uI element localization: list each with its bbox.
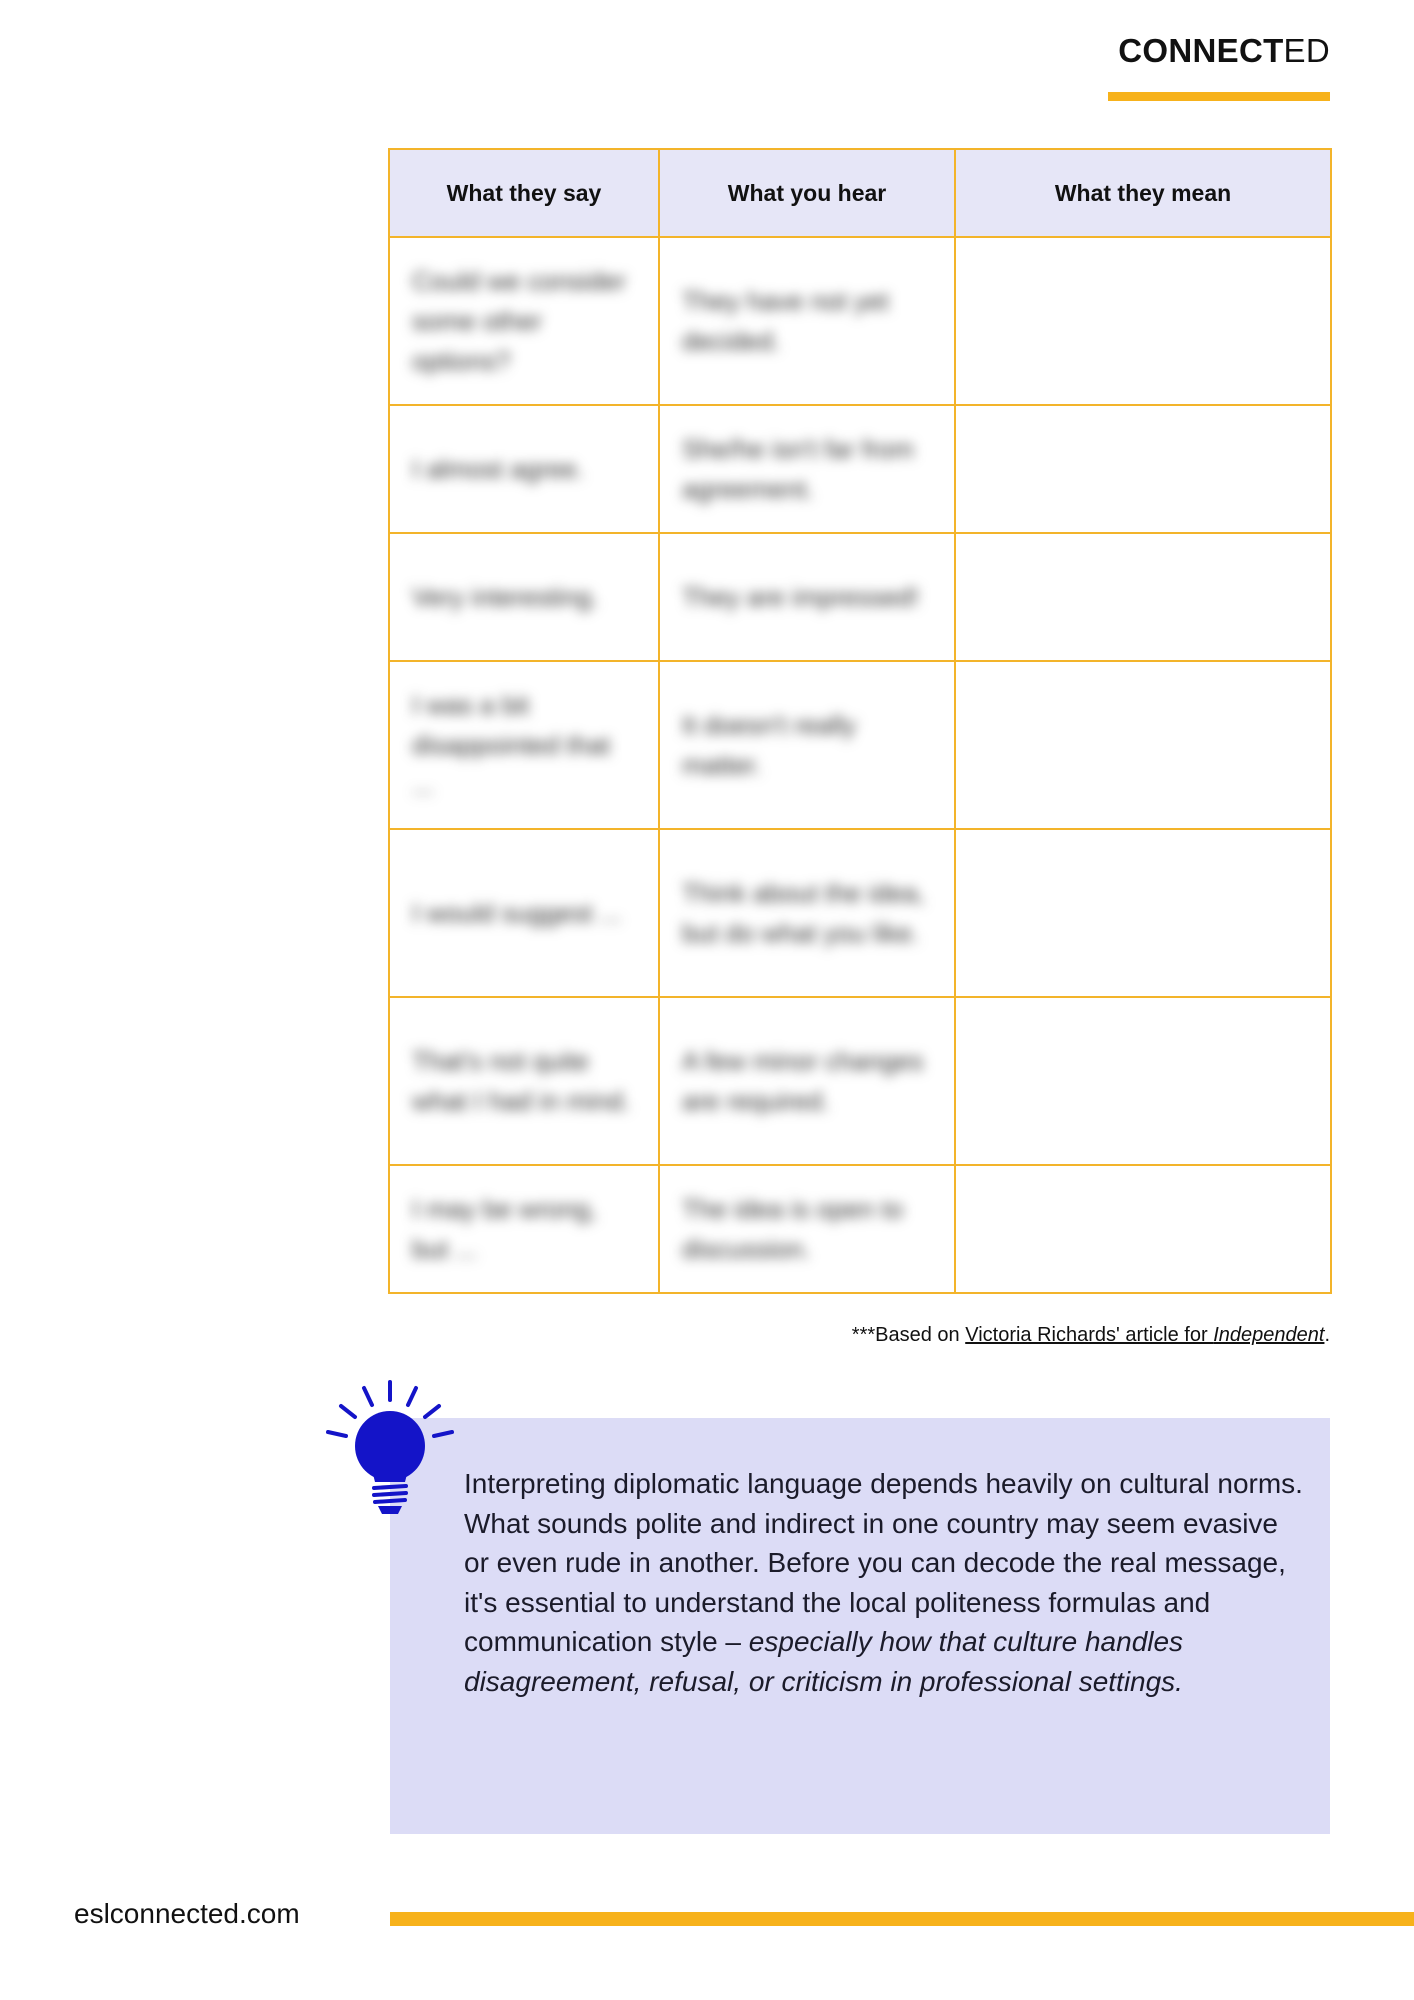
cell-hear: It doesn't really matter. bbox=[659, 661, 955, 829]
cell-mean[interactable] bbox=[955, 1165, 1331, 1293]
cell-say: Could we consider some other options? bbox=[389, 237, 659, 405]
table-row bbox=[389, 661, 1331, 829]
table-row bbox=[389, 533, 1331, 661]
source-publication: Independent bbox=[1213, 1324, 1325, 1346]
cell-say: I may be wrong, but ... bbox=[389, 1165, 659, 1293]
tip-text bbox=[464, 1464, 1304, 1701]
table-row bbox=[389, 829, 1331, 997]
tip-text-italic: especially how that culture handles disagreement, refusal, or criticism in professional settings. bbox=[464, 1626, 1184, 1697]
cell-mean[interactable] bbox=[955, 661, 1331, 829]
source-citation bbox=[852, 1324, 1330, 1347]
cell-mean[interactable] bbox=[955, 997, 1331, 1165]
cell-hear: They have not yet decided. bbox=[659, 237, 955, 405]
cell-mean[interactable] bbox=[955, 829, 1331, 997]
table-row bbox=[389, 1165, 1331, 1293]
cell-hear: They are impressed! bbox=[659, 533, 955, 661]
table-row bbox=[389, 405, 1331, 533]
cell-say: Very interesting. bbox=[389, 533, 659, 661]
source-prefix: ***Based on bbox=[851, 1324, 966, 1346]
cell-say: I would suggest ... bbox=[389, 829, 659, 997]
cell-hear: The idea is open to discussion. bbox=[659, 1165, 955, 1293]
source-link[interactable] bbox=[965, 1324, 1324, 1346]
cell-mean[interactable] bbox=[955, 405, 1331, 533]
footer-bar bbox=[390, 1912, 1414, 1926]
cell-hear: She/he isn't far from agreement. bbox=[659, 405, 955, 533]
cell-hear: Think about the idea, but do what you like. bbox=[659, 829, 955, 997]
brand-logo-bold: CONNECT bbox=[1118, 32, 1284, 69]
cell-hear: A few minor changes are required. bbox=[659, 997, 955, 1165]
column-header-say: What they say bbox=[389, 149, 659, 237]
brand-logo-light: ED bbox=[1283, 32, 1330, 69]
table-row bbox=[389, 997, 1331, 1165]
tip-text-plain: Interpreting diplomatic language depends heavily on cultural norms. What sounds polite and indirect in one country may seem evasive or even rude in another. Before you can decode the real message, it's essential to understand the local politeness formulas and communication style – bbox=[464, 1468, 1303, 1657]
cell-mean[interactable] bbox=[955, 533, 1331, 661]
table-header-row bbox=[389, 149, 1331, 237]
source-link-text: Victoria Richards' article for bbox=[965, 1324, 1214, 1346]
column-header-mean: What they mean bbox=[955, 149, 1331, 237]
table-row bbox=[389, 237, 1331, 405]
column-header-hear: What you hear bbox=[659, 149, 955, 237]
cell-say: I almost agree. bbox=[389, 405, 659, 533]
cell-mean[interactable] bbox=[955, 237, 1331, 405]
brand-logo bbox=[1108, 32, 1330, 70]
footer-url[interactable]: eslconnected.com bbox=[74, 1898, 300, 1929]
phrases-table bbox=[388, 148, 1332, 1294]
source-suffix: . bbox=[1324, 1324, 1330, 1346]
lightbulb-icon bbox=[322, 1378, 460, 1518]
cell-say: That's not quite what I had in mind. bbox=[389, 997, 659, 1165]
brand-underline bbox=[1108, 92, 1330, 101]
cell-say: I was a bit disappointed that ... bbox=[389, 661, 659, 829]
